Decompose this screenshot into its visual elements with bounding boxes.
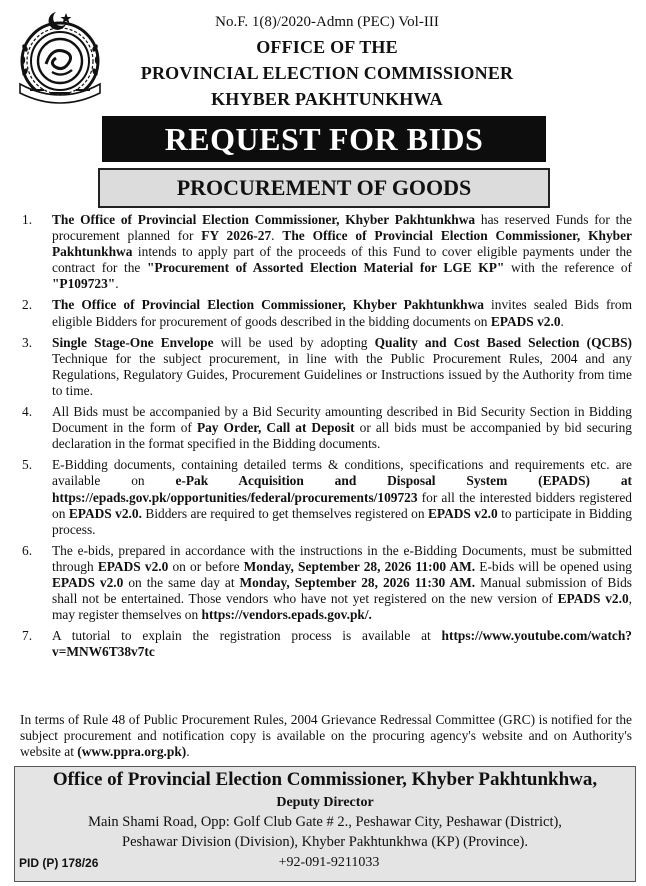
- grievance-footnote: [20, 712, 632, 760]
- text-run: Manual submission of Bids shall not be entertained. Those vendors who have not yet registered on the new version of: [52, 574, 632, 607]
- text-run: Bidders are required to get themselves registered on: [141, 505, 428, 521]
- text-run: E-Bidding documents, containing detailed terms & conditions, specifications and requirements etc. are available on: [52, 457, 632, 489]
- bold-text-run: The Office of Provincial Election Commissioner, Khyber Pakhtunkhwa: [52, 297, 484, 313]
- list-item: [0, 543, 646, 623]
- list-item-number: 2.: [22, 297, 33, 313]
- text-run: The e-bids, prepared in accordance with the instructions in the e-Bidding Documents, must be submitted through: [52, 542, 632, 574]
- bold-text-run: Single Stage-One Envelope: [52, 334, 214, 350]
- bold-text-run: Monday, September 28, 2026 11:30 AM.: [239, 574, 476, 590]
- list-item: [0, 335, 646, 399]
- list-item: [0, 297, 646, 329]
- bold-text-run: e-Pak Acquisition and Disposal System (EPADS) at https://epads.gov.pk/opportunities/federal/procurements/109723: [52, 473, 632, 505]
- list-item-number: 6.: [22, 542, 33, 558]
- text-run: In terms of Rule 48 of Public Procurement Rules, 2004 Grievance Redressal Committee (GRC) is notified for the subject procurement and notification copy is available on the procuring agency's website and on Authority's website at: [20, 712, 632, 760]
- text-run: for all the interested bidders registered on: [52, 489, 632, 521]
- bold-text-run: The Office of Provincial Election Commissioner, Khyber Pakhtunkhwa: [52, 212, 476, 227]
- footer-organization: Office of Provincial Election Commissioner, Khyber Pakhtunkhwa,: [52, 769, 598, 790]
- list-item: [0, 457, 646, 537]
- text-run: has reserved Funds for the procurement planned for: [52, 212, 632, 244]
- header-commissioner-line: PROVINCIAL ELECTION COMMISSIONER: [140, 63, 514, 83]
- text-run: .: [271, 228, 283, 244]
- bold-text-run: The Office of Provincial Election Commissioner, Khyber Pakhtunkhwa: [52, 228, 632, 260]
- text-run: or all bids must be accompanied by bid securing declaration in the format specified in the Bidding documents.: [52, 420, 632, 452]
- list-item: [0, 628, 646, 660]
- list-item: [0, 404, 646, 452]
- footer-phone: +92-091-9211033: [278, 855, 380, 870]
- footer-address-line-2: Peshawar Division (Division), Khyber Pakhtunkhwa (KP) (Province).: [122, 834, 528, 850]
- footer-address-line-1: Main Shami Road, Opp: Golf Club Gate # 2., Peshawar City, Peshawar (District),: [88, 814, 562, 830]
- text-run: on the same day at: [123, 574, 240, 590]
- header: [0, 0, 646, 112]
- bold-text-run: https://vendors.epads.gov.pk/.: [201, 607, 372, 623]
- list-item-number: 5.: [22, 457, 33, 473]
- page-subtitle: PROCUREMENT OF GOODS: [98, 168, 550, 208]
- list-item-number: 4.: [22, 404, 33, 420]
- text-run: invites sealed Bids from eligible Bidders for procurement of goods described in the bidding documents on: [52, 297, 632, 329]
- list-item: [0, 212, 646, 292]
- footer-pid: PID (P) 178/26: [19, 856, 99, 870]
- bold-text-run: (www.ppra.org.pk): [77, 744, 187, 760]
- bold-text-run: "P109723": [52, 276, 116, 292]
- bold-text-run: Monday, September 28, 2026 11:00 AM.: [243, 558, 476, 574]
- footer-designation: Deputy Director: [276, 795, 374, 810]
- text-run: .: [560, 313, 564, 329]
- text-run: A tutorial to explain the registration process is available at: [52, 628, 442, 644]
- bid-clauses-list: [0, 212, 646, 665]
- page-title: REQUEST FOR BIDS: [102, 116, 546, 162]
- text-run: to participate in Bidding process.: [52, 505, 632, 537]
- bold-text-run: Quality and Cost Based Selection (QCBS): [374, 334, 633, 350]
- list-item-number: 1.: [22, 212, 33, 227]
- header-province-line: KHYBER PAKHTUNKHWA: [211, 89, 443, 109]
- bold-text-run: "Procurement of Assorted Election Material for LGE KP": [147, 260, 505, 276]
- bold-text-run: EPADS v2.0: [52, 574, 124, 590]
- reference-number: No.F. 1(8)/2020-Admn (PEC) Vol-III: [215, 14, 439, 30]
- header-office-line: OFFICE OF THE: [256, 37, 398, 57]
- bold-text-run: Pay Order, Call at Deposit: [196, 420, 355, 436]
- list-item-number: 3.: [22, 334, 33, 350]
- text-run: with the reference of: [504, 260, 632, 276]
- list-item-number: 7.: [22, 628, 33, 644]
- text-run: All Bids must be accompanied by a Bid Security amounting described in Bid Security Section in Bidding Document in the form of: [52, 404, 632, 436]
- bold-text-run: FY 2026-27: [201, 228, 272, 244]
- text-run: , may register themselves on: [52, 591, 632, 623]
- bold-text-run: EPADS v2.0.: [68, 505, 142, 521]
- text-run: .: [115, 276, 119, 292]
- contact-footer: [14, 766, 636, 882]
- text-run: Technique for the subject procurement, in line with the Public Procurement Rules, 2004 and any Regulations, Regulatory Guides, Procurement Guidelines or Instructions issued by the Authority from time to time.: [52, 350, 632, 398]
- text-run: E-bids will be opened using: [475, 558, 632, 574]
- bold-text-run: https://www.youtube.com/watch?v=MNW6T38v7tc: [52, 628, 632, 660]
- bold-text-run: EPADS v2.0: [490, 313, 561, 329]
- text-run: will be used by adopting: [213, 334, 375, 350]
- bold-text-run: EPADS v2.0: [97, 558, 169, 574]
- bold-text-run: EPADS v2.0: [427, 505, 498, 521]
- text-run: intends to apply part of the proceeds of this Fund to cover eligible payments under the contract for the: [52, 244, 632, 276]
- text-run: .: [186, 744, 190, 760]
- bold-text-run: EPADS v2.0: [557, 591, 629, 607]
- text-run: on or before: [168, 558, 244, 574]
